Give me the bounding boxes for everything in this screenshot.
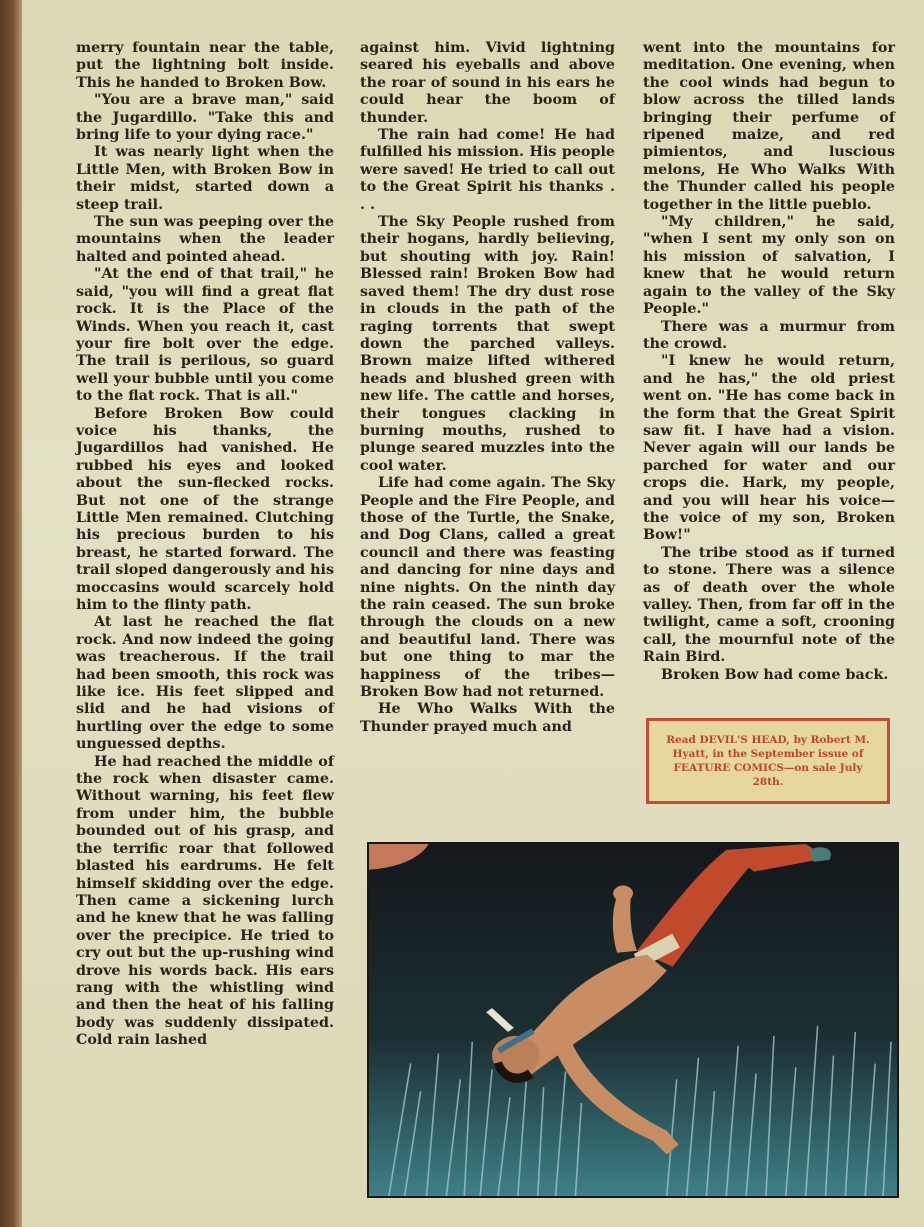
text-column-2 bbox=[360, 40, 615, 736]
paragraph: At last he reached the flat rock. And now indeed the going was treacherous. If the trail had been smooth, this rock was like ice. His feet slipped and slid and he had visions of hurtling over the edge to some unguessed depths. bbox=[76, 614, 334, 753]
paragraph: The sun was peeping over the mountains when the leader halted and pointed ahead. bbox=[76, 214, 334, 265]
paragraph: "At the end of that trail," he said, "you will find a great flat rock. It is the Place of the Winds. When you reach it, cast your fire bolt over the edge. The trail is perilous, so guard well your bubble until you come to the flat rock. That is all." bbox=[76, 266, 334, 405]
advertisement-notice bbox=[646, 718, 890, 804]
night-sky bbox=[369, 844, 897, 1196]
paragraph: There was a murmur from the crowd. bbox=[643, 318, 895, 352]
paragraph: went into the mountains for meditation. One evening, when the cool winds had begun to blow across the tilled lands bringing their perfume of ripened maize, and red pimientos, and luscious melons, He Who Walks With the Thunder called his people together in the little pueblo. bbox=[643, 40, 895, 213]
paragraph: "I knew he would return, and he has," the old priest went on. "He has come back in the form that the Great Spirit saw fit. I have had a vision. Never again will our lands be parched for water and our crops die. Hark, my people, and you will hear his voice—the voice of my son, Broken Bow!" bbox=[643, 353, 895, 544]
magazine-page bbox=[22, 0, 924, 1227]
notice-text: Read DEVIL'S HEAD, by Robert M. Hyatt, in the September issue of FEATURE COMICS—on sale July 28th. bbox=[666, 734, 870, 788]
paragraph: It was nearly light when the Little Men, with Broken Bow in their midst, started down a steep trail. bbox=[76, 144, 334, 213]
paragraph: Before Broken Bow could voice his thanks, the Jugardillos had vanished. He rubbed his eyes and looked about the sun-flecked rocks. But not one of the strange Little Men remained. Clutching his precious burden to his breast, he started forward. The trail sloped dangerously and his moccasins would scarcely hold him to the flinty path. bbox=[76, 405, 334, 613]
paragraph: against him. Vivid lightning seared his eyeballs and above the roar of sound in his ears he could hear the boom of thunder. bbox=[360, 40, 615, 126]
paragraph: "My children," he said, "when I sent my only son on his mission of salvation, I knew that he would return again to the valley of the Sky People." bbox=[643, 214, 895, 318]
paragraph: "You are a brave man," said the Jugardillo. "Take this and bring life to your dying race." bbox=[76, 92, 334, 144]
falling-warrior-illustration bbox=[369, 844, 897, 1196]
paragraph: The Sky People rushed from their hogans, hardly believing, but shouting with joy. Rain! Blessed rain! Broken Bow had saved them! The dry dust rose in clouds in the path of the raging torrents that swept down the parched valleys. Brown maize lifted withered heads and blushed green with new life. The cattle and horses, their tongues clacking in burning mouths, rushed to plunge seared muzzles into the cool water. bbox=[360, 214, 615, 474]
paragraph: Life had come again. The Sky People and the Fire People, and those of the Turtle, the Snake, and Dog Clans, called a great council and there was feasting and dancing for nine days and nine nights. On the ninth day the rain ceased. The sun broke through the clouds on a new and beautiful land. There was but one thing to mar the happiness of the tribes—Broken Bow had not returned. bbox=[360, 475, 615, 701]
paragraph: He Who Walks With the Thunder prayed much and bbox=[360, 701, 615, 735]
paragraph: merry fountain near the table, put the lightning bolt inside. This he handed to Broken Bow. bbox=[76, 40, 334, 91]
paragraph: The tribe stood as if turned to stone. There was a silence as of death over the whole valley. Then, from far off in the twilight, came a soft, crooning call, the mournful note of the Rain Bird. bbox=[643, 544, 895, 666]
paragraph: He had reached the middle of the rock when disaster came. Without warning, his feet flew from under him, the bubble bounded out of his grasp, and the terrific roar that followed blasted his eardrums. He felt himself skidding over the edge. Then came a sickening lurch and he knew that he was falling over the precipice. He tried to cry out but the up-rushing wind drove his words back. His ears rang with the whistling wind and then the heat of his falling body was suddenly dissipated. Cold rain lashed bbox=[76, 753, 334, 1049]
comic-illustration-panel bbox=[367, 842, 899, 1198]
text-column-1 bbox=[76, 40, 334, 1050]
text-column-3 bbox=[643, 40, 895, 684]
paragraph: Broken Bow had come back. bbox=[661, 666, 889, 683]
paragraph: The rain had come! He had fulfilled his mission. His people were saved! He tried to call out to the Great Spirit his thanks . . . bbox=[360, 127, 615, 213]
page-binding-edge bbox=[0, 0, 22, 1227]
